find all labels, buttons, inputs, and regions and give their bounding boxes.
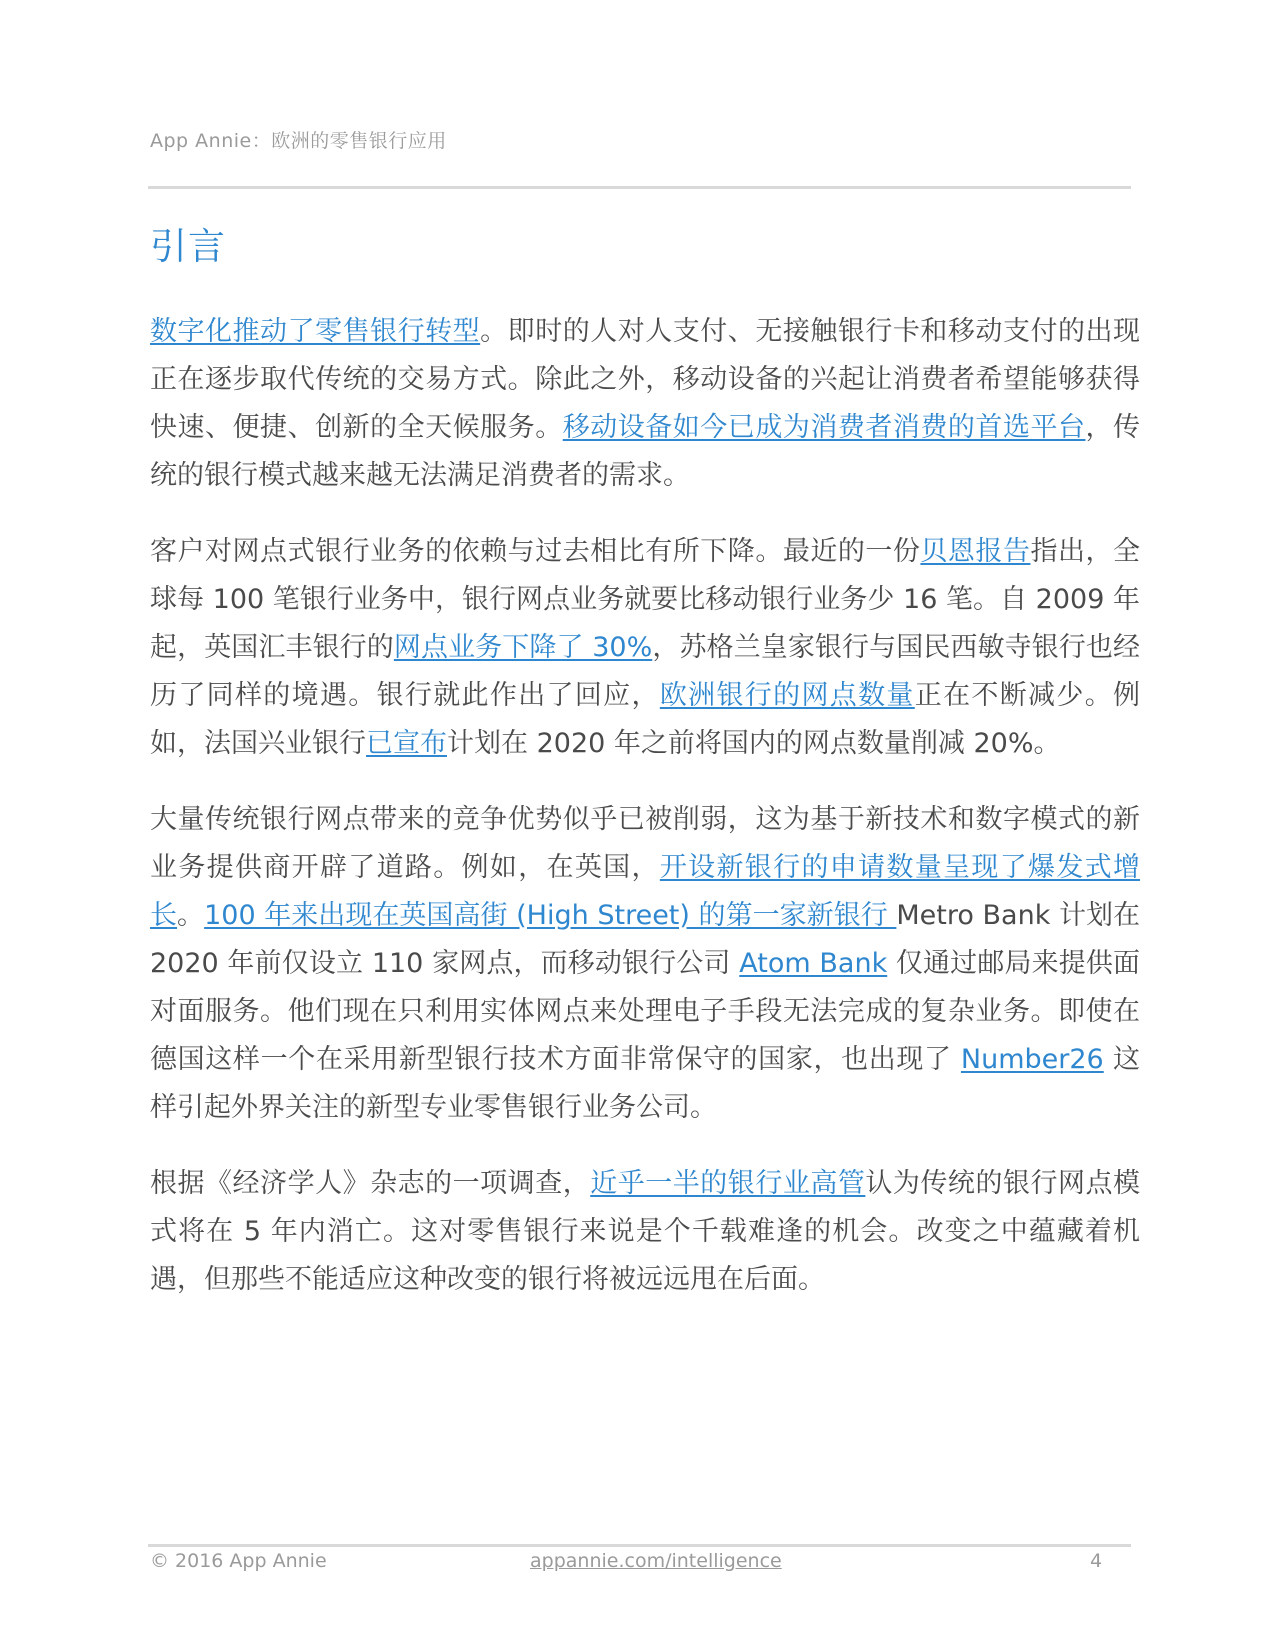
paragraph-3 — [150, 796, 1140, 1132]
footer-copyright: © 2016 App Annie — [150, 1550, 327, 1572]
footer-link[interactable]: appannie.com/intelligence — [530, 1550, 782, 1572]
paragraph-text: ，传统的银行模式越来越无法满足消费者的需求。 — [150, 412, 1141, 491]
paragraph-text: 根据《经济学人》杂志的一项调查， — [150, 1168, 591, 1199]
section-title: 引言 — [150, 225, 226, 268]
link-bank-executives[interactable]: 近乎一半的银行业高管 — [590, 1168, 866, 1199]
paragraph-text: 仅通过邮局来提供面对面服务。他们现在只利用实体网点来处理电子手段无法完成的复杂业务。即使在德国这样一个在采用新型银行技术方面非常保守的国家，也出现了 — [150, 948, 1140, 1075]
paragraph-1 — [150, 308, 1140, 500]
paragraph-text: ，苏格兰皇家银行与国民西敏寺银行也经历了同样的境遇。银行就此作出了回应， — [150, 632, 1140, 711]
paragraph-text: 大量传统银行网点带来的竞争优势似乎已被削弱，这为基于新技术和数字模式的新业务提供商开辟了道路。例如，在英国， — [150, 804, 1140, 883]
link-first-new-bank-high-street[interactable]: 100 年来出现在英国高街 (High Street) 的第一家新银行 — [204, 900, 897, 931]
paragraph-text: 客户对网点式银行业务的依赖与过去相比有所下降。最近的一份 — [150, 536, 921, 567]
paragraph-text: 。 — [177, 900, 205, 931]
paragraph-text: 指出，全球每 100 笔银行业务中，银行网点业务就要比移动银行业务少 16 笔。自 2009 年起，英国汇丰银行的 — [150, 536, 1141, 663]
link-atom-bank[interactable]: Atom Bank — [739, 948, 888, 979]
link-branch-decline[interactable]: 网点业务下降了 30% — [393, 632, 653, 663]
paragraph-text: 这样引起外界关注的新型专业零售银行业务公司。 — [150, 1044, 1140, 1123]
page-header: App Annie：欧洲的零售银行应用 — [150, 130, 447, 152]
link-new-bank-applications[interactable]: 开设新银行的申请数量呈现了爆发式增长 — [150, 852, 1141, 931]
paragraph-text: 正在不断减少。例如，法国兴业银行 — [150, 680, 1141, 759]
paragraph-text: Metro Bank 计划在 2020 年前仅设立 110 家网点，而移动银行公司 — [150, 900, 1141, 979]
link-mobile-preferred-platform[interactable]: 移动设备如今已成为消费者消费的首选平台 — [562, 412, 1086, 443]
link-european-branch-count[interactable]: 欧洲银行的网点数量 — [659, 680, 915, 711]
page-number: 4 — [1090, 1550, 1103, 1572]
header-divider — [148, 186, 1131, 189]
link-bain-report[interactable]: 贝恩报告 — [920, 536, 1031, 567]
link-number26[interactable]: Number26 — [960, 1044, 1104, 1075]
article-body — [150, 308, 1140, 1332]
paragraph-text: 。即时的人对人支付、无接触银行卡和移动支付的出现正在逐步取代传统的交易方式。除此之外，移动设备的兴起让消费者希望能够获得快速、便捷、创新的全天候服务。 — [150, 316, 1140, 443]
link-digital-transformation[interactable]: 数字化推动了零售银行转型 — [150, 316, 481, 347]
footer-divider — [148, 1544, 1131, 1547]
paragraph-text: 计划在 2020 年之前将国内的网点数量削减 20%。 — [447, 728, 1061, 759]
paragraph-4 — [150, 1160, 1140, 1304]
paragraph-text: 认为传统的银行网点模式将在 5 年内消亡。这对零售银行来说是个千载难逢的机会。改变之中蕴藏着机遇，但那些不能适应这种改变的银行将被远远甩在后面。 — [150, 1168, 1141, 1295]
link-announced[interactable]: 已宣布 — [366, 728, 447, 759]
paragraph-2 — [150, 528, 1140, 768]
